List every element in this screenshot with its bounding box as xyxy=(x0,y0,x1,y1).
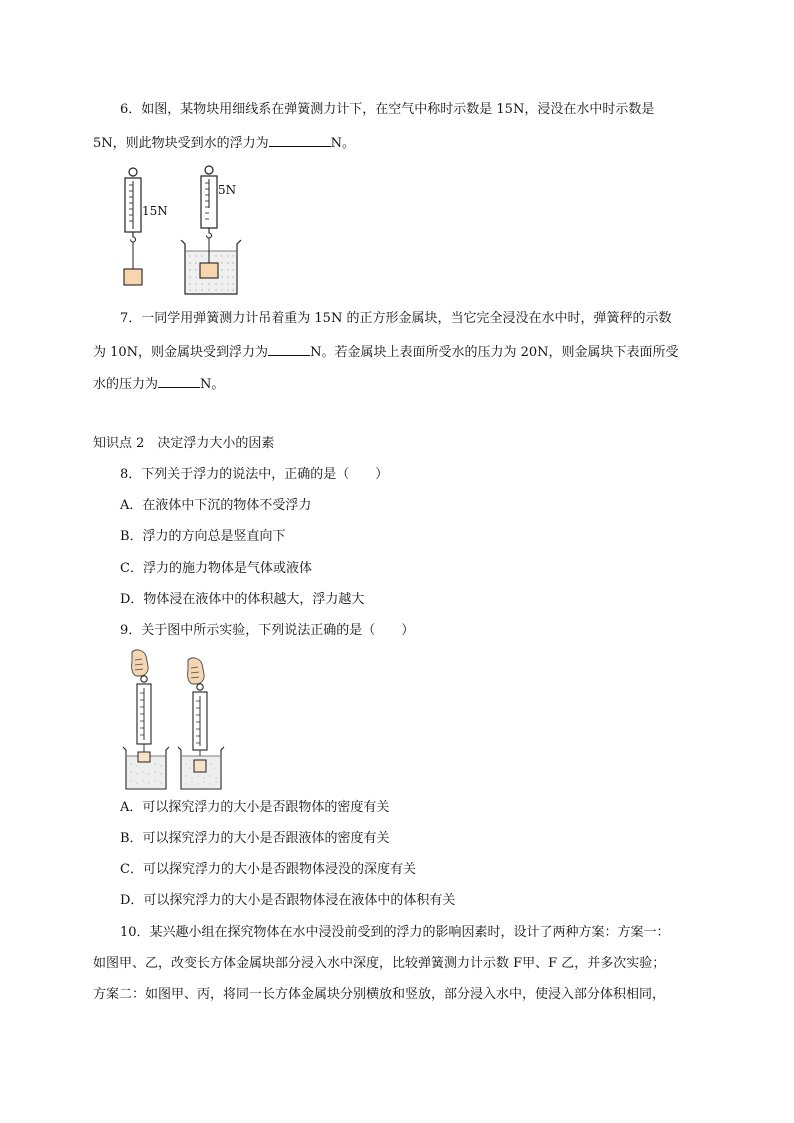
spring-scale-figure xyxy=(115,163,245,296)
right-scale-hook xyxy=(207,228,212,238)
q8-option-c[interactable]: C．浮力的施力物体是气体或液体 xyxy=(120,561,312,576)
q6-line-2 xyxy=(93,133,355,153)
right-reading-label: 5N xyxy=(218,183,237,197)
q9-option-b[interactable]: B．可以探究浮力的大小是否跟液体的密度有关 xyxy=(120,831,390,846)
answer-blank[interactable] xyxy=(269,133,331,147)
q7-line-2 xyxy=(93,342,679,362)
q8-stem: 8．下列关于浮力的说法中，正确的是（ ） xyxy=(120,467,389,482)
q7-unit: N。 xyxy=(200,377,225,392)
q8-option-b[interactable]: B．浮力的方向总是竖直向下 xyxy=(120,529,286,544)
q10-line-3: 方案二：如图甲、丙，将同一长方体金属块分别横放和竖放，部分浸入水中，使浸入部分体积相同， xyxy=(93,987,666,1002)
left-block xyxy=(138,752,150,762)
q6-line-2-text: 5N，则此物块受到水的浮力为 xyxy=(93,136,269,151)
hand-spring-scale-figure xyxy=(118,648,230,792)
q8-option-a[interactable]: A．在液体中下沉的物体不受浮力 xyxy=(120,498,312,513)
q7-line-2-rest: N。若金属块上表面所受水的压力为 20N，则金属块下表面所受 xyxy=(310,345,679,360)
answer-blank[interactable] xyxy=(158,374,200,388)
q9-stem: 9．关于图中所示实验，下列说法正确的是（ ） xyxy=(120,623,415,638)
q7-line-1: 7．一同学用弹簧测力计吊着重为 15N 的正方形金属块，当它完全浸没在水中时，弹簧秤的示数 xyxy=(120,311,672,326)
right-scale-ring xyxy=(197,684,203,690)
submerged-block xyxy=(200,263,218,278)
right-block xyxy=(194,760,206,772)
section-title: 知识点 2 决定浮力大小的因素 xyxy=(93,436,275,451)
left-block xyxy=(124,269,142,285)
q6-unit: N。 xyxy=(330,136,356,151)
right-scale-ring xyxy=(205,166,213,174)
left-scale-ring xyxy=(141,676,147,682)
answer-blank[interactable] xyxy=(268,342,310,356)
q6-line-1: 6．如图，某物块用细线系在弹簧测力计下，在空气中称时示数是 15N，浸没在水中时示数是 xyxy=(120,102,655,117)
left-hand xyxy=(132,650,149,676)
left-scale-hook xyxy=(131,232,136,242)
q7-line-3 xyxy=(93,374,224,394)
q10-line-1: 10．某兴趣小组在探究物体在水中浸没前受到的浮力的影响因素时，设计了两种方案：方案一： xyxy=(120,925,670,940)
right-hand xyxy=(188,658,205,684)
q10-line-2: 如图甲、乙，改变长方体金属块部分浸入水中深度，比较弹簧测力计示数 F甲、F 乙，并多次实验； xyxy=(93,956,666,971)
q9-option-c[interactable]: C．可以探究浮力的大小是否跟物体浸没的深度有关 xyxy=(120,862,416,877)
q9-option-a[interactable]: A．可以探究浮力的大小是否跟物体的密度有关 xyxy=(120,800,390,815)
left-scale-ring xyxy=(129,168,137,176)
q7-line-3-text: 水的压力为 xyxy=(93,377,159,392)
q8-option-d[interactable]: D．物体浸在液体中的体积越大，浮力越大 xyxy=(120,592,365,607)
left-reading-label: 15N xyxy=(142,204,168,218)
q9-option-d[interactable]: D．可以探究浮力的大小是否跟物体浸在液体中的体积有关 xyxy=(120,893,456,908)
q7-line-2-text: 为 10N，则金属块受到浮力为 xyxy=(93,345,269,360)
